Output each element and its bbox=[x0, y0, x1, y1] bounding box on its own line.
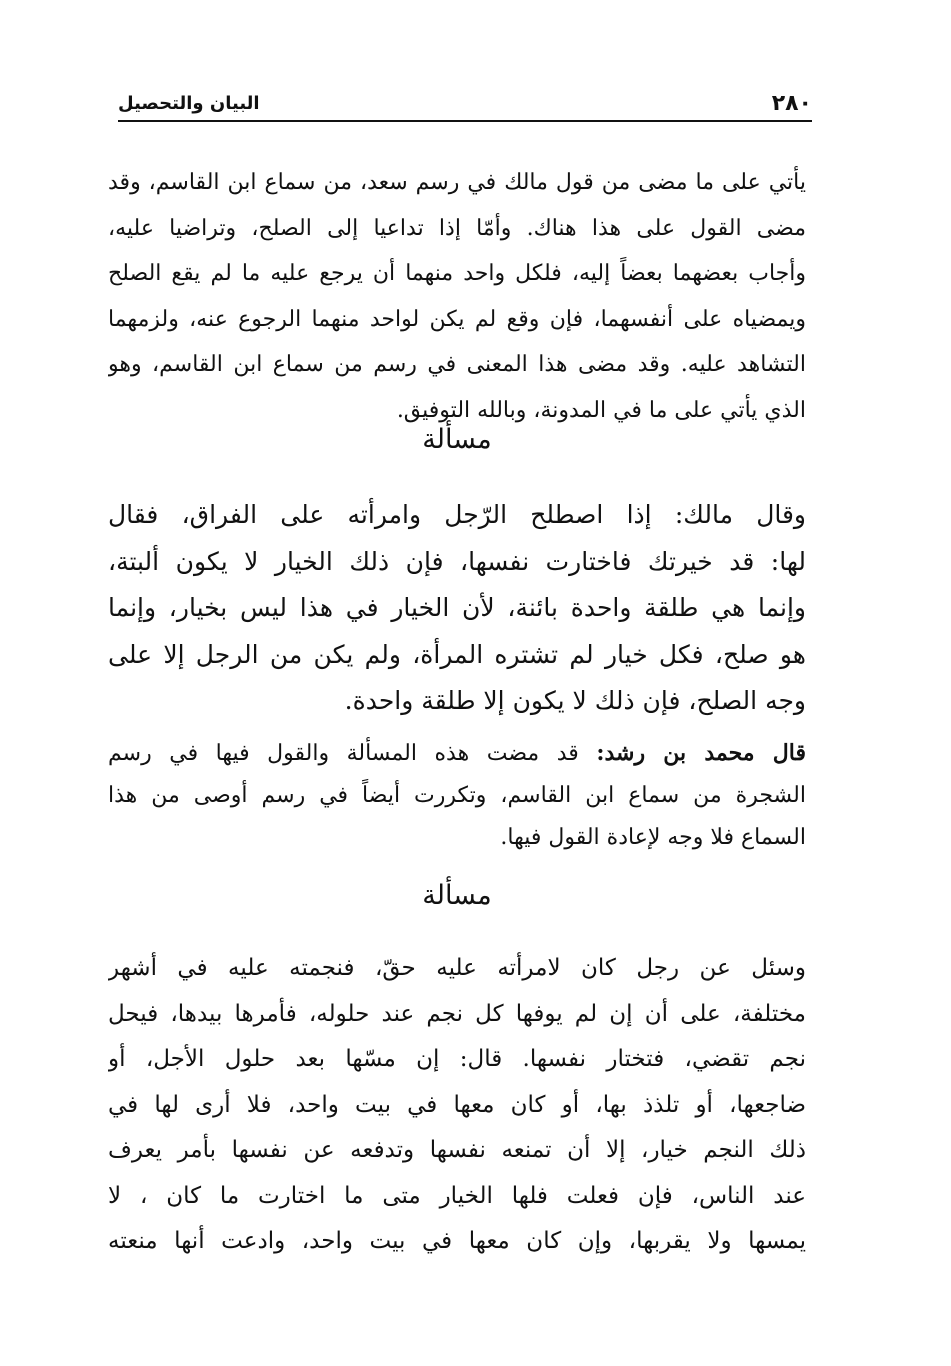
text-line: لها: قد خيرتك فاختارت نفسها، فإن ذلك الخيار لا يكون ألبتة، bbox=[108, 546, 806, 576]
section-heading: مسألة bbox=[422, 880, 492, 911]
text-line: السماع فلا وجه لإعادة القول فيها. bbox=[500, 825, 806, 850]
paragraph-3 bbox=[108, 732, 806, 859]
page-header bbox=[118, 86, 812, 122]
text-line: ضاجعها، أو تلذذ بها، أو كان معها في بيت واحد، فلا أرى لها في bbox=[108, 1091, 806, 1118]
text-line: ذلك النجم خيار، إلا أن تمنعه نفسها وتدفعه عن نفسها بأمر يعرف bbox=[108, 1137, 806, 1163]
text-line: وقال مالك: إذا اصطلح الرّجل وامرأته على الفراق، فقال bbox=[108, 500, 806, 529]
section-heading: مسألة bbox=[422, 424, 492, 455]
text-line: يمسها ولا يقربها، وإن كان معها في بيت واحد، وادعت أنها منعته bbox=[108, 1228, 806, 1254]
paragraph-2 bbox=[108, 492, 806, 725]
text-line: التشاهد عليه. وقد مضى هذا المعنى في رسم من سماع ابن القاسم، وهو bbox=[108, 352, 806, 377]
text-line: هو صلح، فكل خيار لم تشتره المرأة، ولم يكن من الرجل إلا على bbox=[108, 639, 806, 669]
text-line: الذي يأتي على ما في المدونة، وبالله التوفيق. bbox=[396, 397, 806, 423]
author-attribution: قال محمد بن رشد: bbox=[596, 740, 806, 766]
page-number: ٢٨٠ bbox=[771, 90, 812, 116]
text-line: وإنما هي طلقة واحدة بائنة، لأن الخيار في هذا ليس بخيار، وإنما bbox=[108, 593, 806, 622]
text-line: يأتي على ما مضى من قول مالك في رسم سعد، من سماع ابن القاسم، وقد bbox=[108, 170, 806, 195]
text-line: وأجاب بعضهما بعضاً إليه، فلكل واحد منهما أن يرجع عليه ما لم يقع الصلح bbox=[108, 261, 806, 286]
text-line: الشجرة من سماع ابن القاسم، وتكررت أيضاً في رسم أوصى من هذا bbox=[108, 783, 806, 808]
text-line: مختلفة، على أن إن لم يوفها كل نجم عند حلوله، فأمرها بيدها، فيحل bbox=[108, 1000, 806, 1027]
text-fragment: قد مضت هذه المسألة والقول فيها في رسم bbox=[108, 741, 579, 766]
text-line: عند الناس، فإن فعلت فلها الخيار متى ما اختارت ما كان ، لا bbox=[108, 1182, 806, 1209]
paragraph-1 bbox=[108, 160, 806, 433]
text-line: وجه الصلح، فإن ذلك لا يكون إلا طلقة واحدة. bbox=[344, 686, 806, 715]
text-line: نجم تقضي، فتختار نفسها. قال: إن مسّها بعد حلول الأجل، أو bbox=[108, 1046, 806, 1072]
text-line bbox=[108, 732, 806, 775]
running-title: البيان والتحصيل bbox=[118, 92, 260, 114]
text-line: ويمضياه على أنفسهما، فإن وقع لم يكن لواحد منهما الرجوع عنه، ولزمهما bbox=[108, 306, 806, 332]
paragraph-4 bbox=[108, 946, 806, 1265]
text-line: وسئل عن رجل كان لامرأته عليه حقّ، فنجمته عليه في أشهر bbox=[108, 955, 806, 981]
text-line: مضى القول على هذا هناك. وأمّا إذا تداعيا إلى الصلح، وتراضيا عليه، bbox=[108, 215, 806, 241]
